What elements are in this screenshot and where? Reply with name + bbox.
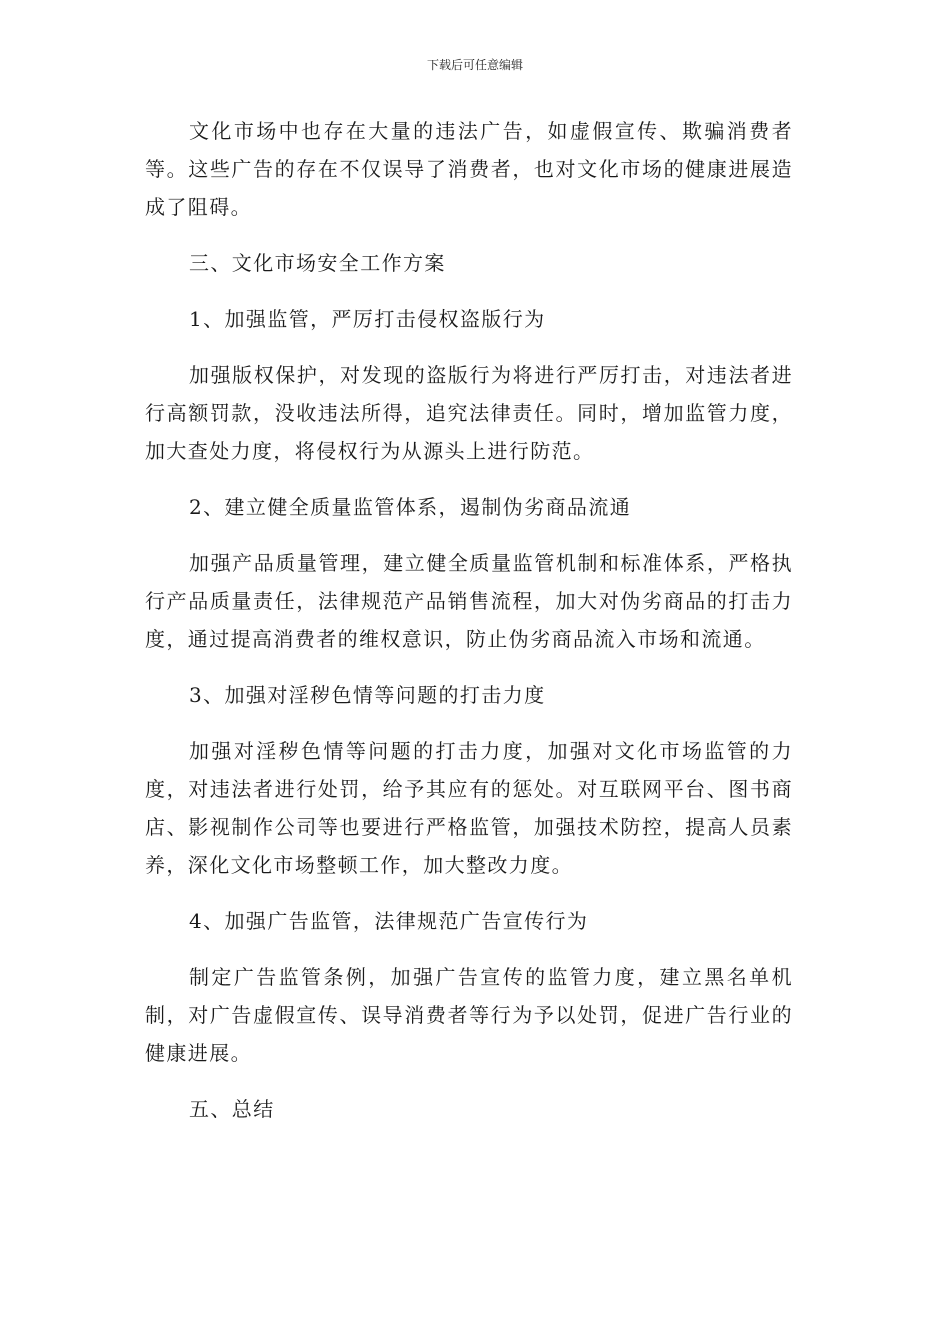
paragraph-obscenity: 加强对淫秽色情等问题的打击力度，加强对文化市场监管的力度，对违法者进行处罚，给予其应有的惩处。对互联网平台、图书商店、影视制作公司等也要进行严格监管，加强技术防控，提高人员素养，深化文化市场整顿工作，加大整改力度。 <box>145 739 793 877</box>
section-heading-5: 五、总结 <box>189 1097 275 1121</box>
paragraph-advertising: 制定广告监管条例，加强广告宣传的监管力度，建立黑名单机制，对广告虚假宣传、误导消费者等行为予以处罚，促进广告行业的健康进展。 <box>145 965 793 1065</box>
paragraph-illegal-ads: 文化市场中也存在大量的违法广告，如虚假宣传、欺骗消费者等。这些广告的存在不仅误导了消费者，也对文化市场的健康进展造成了阻碍。 <box>145 119 793 219</box>
subheading-1: 1、加强监管，严厉打击侵权盗版行为 <box>189 307 546 331</box>
paragraph-quality: 加强产品质量管理，建立健全质量监管机制和标准体系，严格执行产品质量责任，法律规范产品销售流程，加大对伪劣商品的打击力度，通过提高消费者的维权意识，防止伪劣商品流入市场和流通。 <box>145 551 793 651</box>
subheading-3: 3、加强对淫秽色情等问题的打击力度 <box>189 683 546 707</box>
subheading-4: 4、加强广告监管，法律规范广告宣传行为 <box>189 909 589 933</box>
paragraph-copyright: 加强版权保护，对发现的盗版行为将进行严厉打击，对违法者进行高额罚款，没收违法所得，追究法律责任。同时，增加监管力度，加大查处力度，将侵权行为从源头上进行防范。 <box>145 363 793 463</box>
page-header: 下载后可任意编辑 <box>426 58 523 72</box>
subheading-2: 2、建立健全质量监管体系，遏制伪劣商品流通 <box>189 495 632 519</box>
section-heading-3: 三、文化市场安全工作方案 <box>189 251 446 275</box>
document-body <box>145 112 793 1146</box>
